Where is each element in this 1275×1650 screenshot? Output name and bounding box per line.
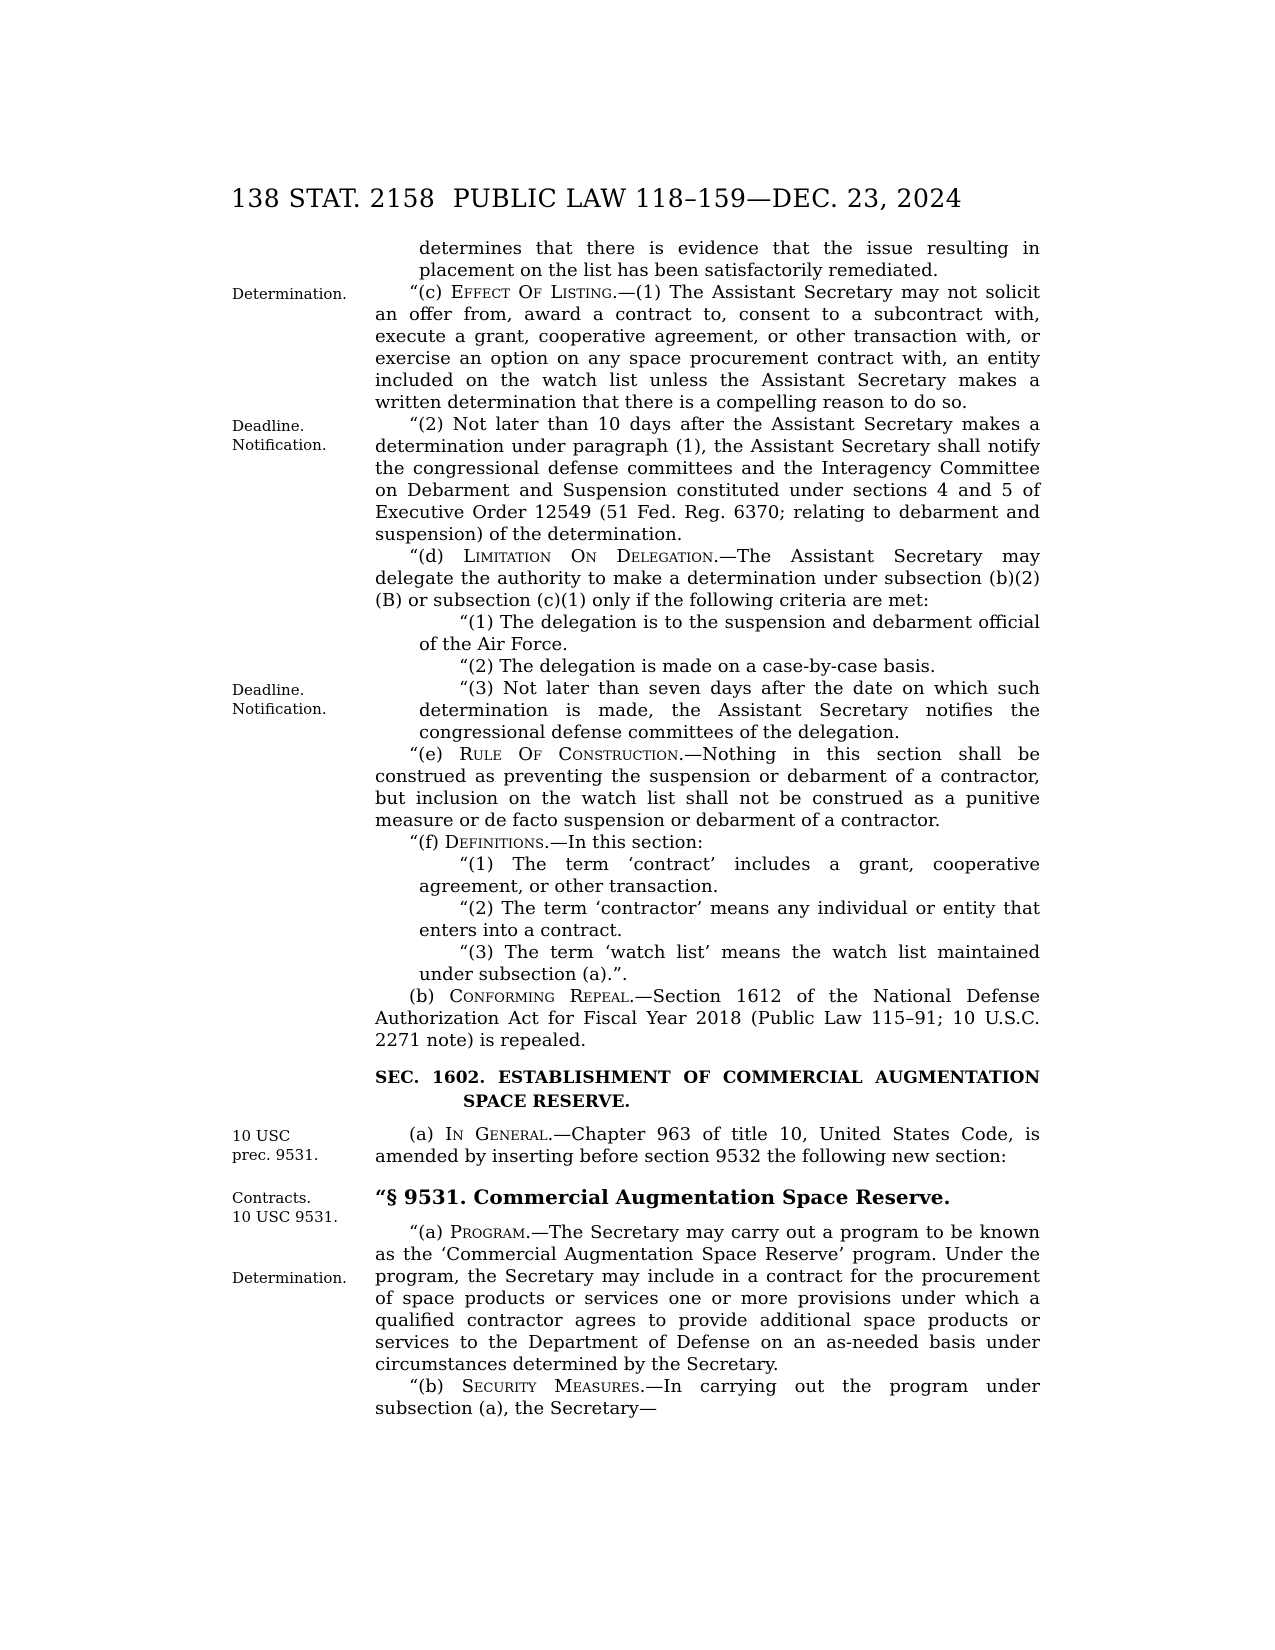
statute-paragraph [375,1222,1040,1376]
text-run: “(2) Not later than 10 days after the Assistant Secretary makes a determination under paragraph (1), the Assistant Secretary shall notify the congressional defense committees and the Interagency Committee on Debarment and Suspension constituted under sections 4 and 5 of Executive Order 12549 (51 Fed. Reg. 6370; relating to debarment and suspension) of the determination. [375,414,1040,545]
statute-block [375,898,1040,942]
text-run: “(3) The term ‘watch list’ means the watch list maintained under subsection (a).”. [419,942,1040,985]
statute-block [232,678,1040,744]
text-run: “(1) The term ‘contract’ includes a grant, cooperative agreement, or other transaction. [419,854,1040,897]
statute-paragraph [375,546,1040,612]
text-run: .—Chapter 963 of title 10, United States Code, is amended by inserting before section 9532 the following new section: [375,1124,1041,1167]
margin-note-line: prec. 9531. [232,1146,319,1164]
margin-note-line: Determination. [232,1269,347,1287]
text-run: “(a) [409,1222,450,1243]
text-run: .—In this section: [543,832,704,853]
text-run: “(2) The delegation is made on a case-by-case basis. [459,656,936,677]
text-run: (b) [409,986,450,1007]
text-run: “§ 9531. Commercial Augmentation Space Reserve. [375,1185,951,1209]
statute-text-column [232,238,1041,1420]
statute-paragraph [419,854,1040,898]
text-run: “(d) [409,546,464,567]
statute-block [375,238,1040,282]
statute-paragraph [375,744,1040,832]
statute-block [375,986,1040,1052]
margin-note-line: Determination. [232,285,347,303]
small-caps-run: Conforming Repeal [449,986,629,1007]
statute-paragraph [375,1124,1040,1168]
small-caps-run: Limitation On Delegation [463,546,714,567]
text-run: .—(1) The Assistant Secretary may not solicit an offer from, award a contract to, consent to a subcontract with, execute a grant, cooperative agreement, or other transaction with, or exercise an option on any space procurement contract with, an entity included on the watch list unless the Assistant Secretary makes a written determination that there is a compelling reason to do so. [375,282,1040,413]
text-run: SEC. 1602. ESTABLISHMENT OF COMMERCIAL AUGMENTATION SPACE RESERVE. [375,1068,1040,1112]
text-run: “(c) [409,282,451,303]
text-run: “(b) [409,1376,462,1397]
statute-block [375,1376,1040,1420]
statute-block [375,612,1040,656]
text-run: .—The Secretary may carry out a program to be known as the ‘Commercial Augmentation Space Reserve’ program. Under the program, the Secretary may include in a contract for the procurement of space products or services one or more provisions under which a qualified contractor agrees to provide additional space products or services to the Department of Defense on an as-needed basis under circumstances determined by the Secretary. [375,1222,1041,1375]
text-run: .—Section 1612 of the National Defense Authorization Act for Fiscal Year 2018 (Public Law 115–91; 10 U.S.C. 2271 note) is repealed. [375,986,1040,1051]
statute-block [375,854,1040,898]
margin-note-line: Deadline. [232,417,305,435]
margin-note-line: Notification. [232,700,327,718]
margin-note [232,417,370,455]
statute-paragraph [419,656,1040,678]
statute-paragraph [375,832,1040,854]
margin-note [232,1269,370,1288]
statute-paragraph [375,282,1040,414]
text-run: “(e) [409,744,460,765]
statute-paragraph [375,414,1040,546]
statute-block [375,546,1040,612]
text-run: “(1) The delegation is to the suspension and debarment official of the Air Force. [419,612,1040,655]
statute-paragraph [419,898,1040,942]
usc-section-heading [375,1184,1040,1210]
margin-note-line: Notification. [232,436,327,454]
statute-paragraph [375,1376,1040,1420]
statute-block [375,656,1040,678]
margin-note-line: Contracts. [232,1189,312,1207]
stat-page-number: 138 STAT. 2158 [231,184,436,213]
statute-block [375,744,1040,832]
text-run: .—The Assistant Secretary may delegate the authority to make a determination under subsection (b)(2)(B) or subsection (c)(1) only if the following criteria are met: [375,546,1040,611]
statute-paragraph [419,612,1040,656]
statute-paragraph [419,942,1040,986]
margin-note [232,681,370,719]
statute-block [232,1222,1041,1376]
text-run: .—In carrying out the program under subsection (a), the Secretary— [375,1376,1041,1419]
public-law-header: PUBLIC LAW 118–159—DEC. 23, 2024 [452,184,963,213]
text-run: “(2) The term ‘contractor’ means any individual or entity that enters into a contract. [419,898,1040,941]
text-run: determines that there is evidence that the issue resulting in placement on the list has been satisfactorily remediated. [419,238,1040,281]
statute-block [232,282,1040,414]
text-run: “(f) [409,832,445,853]
margin-note [232,1127,370,1165]
statute-block [375,832,1040,854]
margin-note [232,285,370,304]
text-run: “(3) Not later than seven days after the date on which such determination is made, the Assistant Secretary notifies the congressional defense committees of the delegation. [419,678,1040,743]
statute-block [375,942,1040,986]
statute-block [375,1066,1040,1114]
text-run: (a) [409,1124,446,1145]
statute-paragraph [419,678,1040,744]
margin-note-line: 10 USC 9531. [232,1208,338,1226]
text-run: .—Nothing in this section shall be construed as preventing the suspension or debarment of a contractor, but inclusion on the watch list shall not be construed as a punitive measure or de facto suspension or debarment of a contractor. [375,744,1041,831]
statute-paragraph [375,986,1040,1052]
small-caps-run: Program [449,1222,526,1243]
margin-note-line: 10 USC [232,1127,291,1145]
section-heading [375,1066,1040,1114]
small-caps-run: In General [445,1124,548,1145]
small-caps-run: Security Measures [461,1376,640,1397]
statute-block [232,1184,1040,1226]
statute-paragraph [419,238,1040,282]
margin-note-line: Deadline. [232,681,305,699]
statute-block [232,1124,1041,1168]
statute-block [232,414,1040,546]
small-caps-run: Rule Of Construction [459,744,679,765]
small-caps-run: Definitions [444,832,544,853]
margin-note [232,1189,370,1227]
small-caps-run: Effect Of Listing [450,282,612,303]
